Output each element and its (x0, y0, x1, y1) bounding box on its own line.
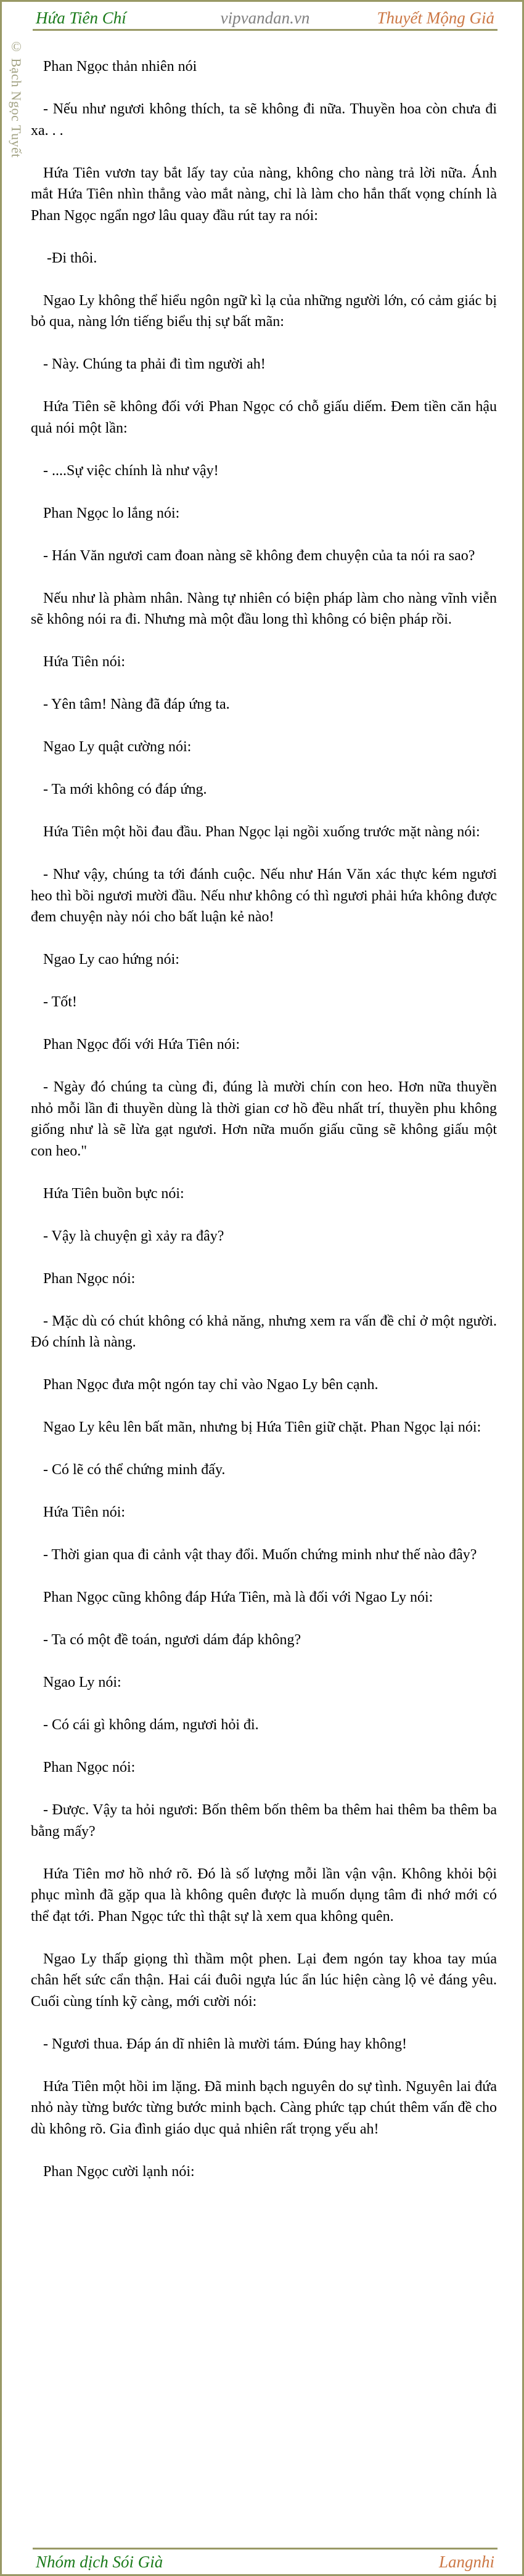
paragraph: Hứa Tiên sẽ không đối với Phan Ngọc có chỗ giấu diếm. Đem tiền căn hậu quả nói một lần: (31, 399, 497, 436)
page-footer (33, 2548, 497, 2574)
paragraph: Phan Ngọc lo lắng nói: (43, 505, 180, 521)
paragraph: - Hán Văn ngươi cam đoan nàng sẽ không đem chuyện của ta nói ra sao? (43, 547, 475, 564)
paragraph: Hứa Tiên một hồi đau đầu. Phan Ngọc lại ngồi xuống trước mặt nàng nói: (43, 824, 480, 840)
paragraph: Hứa Tiên vươn tay bắt lấy tay của nàng, không cho nàng trả lời nữa. Ánh mắt Hứa Tiên nhìn thẳng vào mắt nàng, chỉ là làm cho hắn thất vọng chính là Phan Ngọc ngẩn ngơ lâu quay đầu rút tay ra nói: (31, 165, 497, 224)
author-name: Thuyết Mộng Giả (377, 9, 494, 27)
paragraph: Phan Ngọc nói: (43, 1759, 136, 1775)
paragraph: Ngao Ly thấp giọng thì thầm một phen. Lại đem ngón tay khoa tay múa chân hết sức cẩn thận. Hai cái đuôi ngựa lúc ẩn lúc hiện càng lộ vẻ đáng yêu. Cuối cùng tính kỹ càng, mới cười nói: (31, 1950, 497, 2010)
paragraph: - Thời gian qua đi cảnh vật thay đổi. Muốn chứng minh như thế nào đây? (43, 1547, 477, 1563)
paragraph: - Ngày đó chúng ta cùng đi, đúng là mười chín con heo. Hơn nữa thuyền nhỏ mỗi lần đi thuyền dùng là thời gian cơ hồ đều nhất trí, thuyền phu không giống như là sẽ lừa gạt ngươi. Hơn nữa muốn giấu cũng sẽ không giấu một con heo." (31, 1079, 497, 1159)
paragraph: Nếu như là phàm nhân. Nàng tự nhiên có biện pháp làm cho nàng vĩnh viễn sẽ không nói ra đi. Nhưng mà một đầu long thì không có biện pháp rồi. (31, 590, 497, 627)
paragraph: Phan Ngọc đưa một ngón tay chỉ vào Ngao Ly bên cạnh. (43, 1377, 379, 1393)
paragraph: Phan Ngọc nói: (43, 1270, 136, 1287)
paragraph: Ngao Ly cao hứng nói: (43, 952, 179, 968)
paragraph: Ngao Ly kêu lên bất mãn, nhưng bị Hứa Tiên giữ chặt. Phan Ngọc lại nói: (43, 1419, 481, 1435)
paragraph: Hứa Tiên buồn bực nói: (43, 1185, 184, 1202)
paragraph: Phan Ngọc thản nhiên nói (43, 59, 197, 75)
paragraph: - Có lẽ có thể chứng minh đấy. (43, 1462, 226, 1478)
paragraph: - Ngươi thua. Đáp án dĩ nhiên là mười tám. Đúng hay không! (43, 2036, 407, 2052)
paragraph: - Như vậy, chúng ta tới đánh cuộc. Nếu như Hán Văn xác thực kém ngươi heo thì bồi ngươi mười đầu. Nếu như không có thì ngươi phải hứa không được đem chuyện này nói cho bất luận kẻ nào! (31, 866, 497, 925)
paragraph: Hứa Tiên nói: (43, 654, 126, 670)
paragraph: Ngao Ly không thể hiểu ngôn ngữ kì lạ của những người lớn, có cảm giác bị bỏ qua, nàng lớn tiếng biểu thị sự bất mãn: (31, 292, 497, 330)
copyright-watermark: © Bạch Ngọc Tuyết (9, 39, 24, 158)
paragraph: - Được. Vậy ta hỏi ngươi: Bốn thêm bốn thêm ba thêm hai thêm ba thêm ba bằng mấy? (31, 1802, 497, 1840)
paragraph: - Có cái gì không dám, ngươi hỏi đi. (43, 1717, 259, 1733)
site-name: vipvandan.vn (220, 9, 310, 27)
paragraph: Hứa Tiên một hồi im lặng. Đã minh bạch nguyên do sự tình. Nguyên lai đứa nhỏ này từng bước từng bước minh bạch. Càng phức tạp chút thêm vấn đề cho dù không rõ. Gia đình giáo dục quả nhiên rất trọng yếu ah! (31, 2078, 497, 2137)
editor-name: Langnhi (438, 2553, 494, 2571)
paragraph: - ....Sự việc chính là như vậy! (43, 462, 219, 479)
paragraph: - Này. Chúng ta phải đi tìm người ah! (43, 356, 266, 372)
paragraph: - Yên tâm! Nàng đã đáp ứng ta. (43, 696, 230, 712)
paragraph: Hứa Tiên nói: (43, 1504, 126, 1520)
chapter-text (31, 56, 497, 2204)
paragraph: Phan Ngọc đối với Hứa Tiên nói: (43, 1037, 240, 1053)
paragraph: Phan Ngọc cười lạnh nói: (43, 2163, 195, 2180)
paragraph: -Đi thôi. (47, 250, 97, 266)
paragraph: - Ta có một đề toán, ngươi dám đáp không? (43, 1632, 301, 1648)
paragraph: - Tốt! (43, 994, 77, 1010)
page-header (33, 7, 497, 31)
book-title: Hứa Tiên Chí (36, 9, 126, 27)
paragraph: - Mặc dù có chút không có khả năng, nhưng xem ra vấn đề chỉ ở một người. Đó chính là nàng. (31, 1313, 497, 1350)
paragraph: - Ta mới không có đáp ứng. (43, 781, 207, 797)
paragraph: Ngao Ly quật cường nói: (43, 739, 192, 755)
paragraph: - Vậy là chuyện gì xảy ra đây? (43, 1228, 224, 1244)
paragraph: Phan Ngọc cũng không đáp Hứa Tiên, mà là đối với Ngao Ly nói: (43, 1589, 433, 1605)
paragraph: Ngao Ly nói: (43, 1674, 121, 1690)
paragraph: - Nếu như ngươi không thích, ta sẽ không đi nữa. Thuyền hoa còn chưa đi xa. . . (31, 101, 497, 139)
translator-group: Nhóm dịch Sói Già (36, 2553, 163, 2571)
paragraph: Hứa Tiên mơ hồ nhớ rõ. Đó là số lượng mỗi lần vận vận. Không khỏi bội phục mình đã gặp qua là không quên được là muốn dụng tâm đi nhớ mới có thể đạt tới. Phan Ngọc tức thì thật sự là xem qua không quên. (31, 1865, 497, 1925)
